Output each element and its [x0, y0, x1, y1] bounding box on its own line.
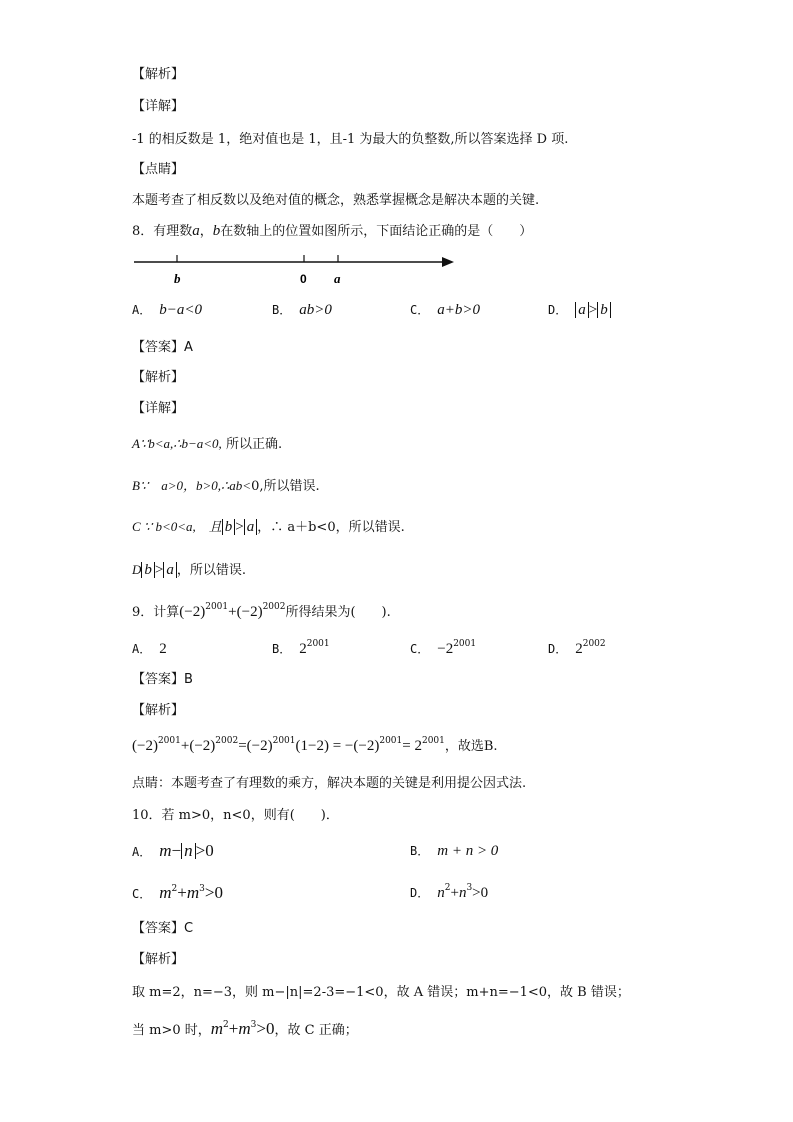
q9-option-d: [548, 639, 606, 660]
var-m-2: m: [238, 1019, 251, 1038]
q9-sol-exp4: 2001: [379, 736, 403, 746]
option-tail: >0: [204, 883, 223, 902]
q8-jiexi: 【解析】: [132, 370, 185, 385]
q8-sep: ，: [199, 224, 213, 239]
gt-sign: >: [154, 562, 164, 578]
q7-detail: -1 的相反数是 1，绝对值也是 1，且-1 为最大的负整数,所以答案选择 D 项.: [132, 132, 569, 147]
option-label: A．: [132, 303, 152, 317]
heading-xiangjie: 【详解】: [132, 99, 185, 114]
q8-line-a-text: 所以正确.: [225, 437, 283, 452]
q8-option-c: [410, 300, 480, 321]
q9-stem: [132, 603, 391, 622]
q9-solution: [132, 737, 498, 756]
option-label: C．: [410, 303, 430, 317]
q10-stem: 10．若 m>0，n<0，则有( )．: [132, 808, 339, 823]
axis-label-a: a: [334, 271, 341, 286]
exp-2: 2: [444, 883, 451, 893]
tail: >0: [256, 1019, 275, 1038]
q9-sol-part4: ，故选B.: [444, 739, 498, 754]
option-exp: 2001: [453, 639, 477, 649]
exp-2: 2: [171, 884, 178, 894]
abs-b: b: [597, 302, 611, 318]
q9-stem-text: 9．计算: [132, 605, 180, 620]
plus-sign: +: [180, 738, 190, 754]
q8-stem-text: 8．有理数: [132, 224, 193, 239]
abs-a: a: [575, 302, 589, 318]
abs-b: b: [222, 519, 236, 535]
option-label: A．: [132, 642, 152, 656]
var-n-2: n: [458, 885, 467, 901]
q9-option-a: [132, 639, 167, 660]
q9-sol-base-2: (−2): [189, 738, 216, 754]
q10-line2: [132, 1020, 358, 1040]
q9-sol-part2: (1−2) = −(−2): [295, 738, 380, 754]
q9-sol-exp3: 2001: [272, 736, 296, 746]
option-label: B．: [272, 642, 292, 656]
option-label: B．: [272, 303, 292, 317]
q8-line-b-text: 0,所以错误.: [251, 479, 320, 494]
number-line-arrow-icon: [442, 257, 454, 267]
q8-line-b: [132, 477, 320, 496]
gt-sign: >: [235, 519, 244, 535]
q8-answer: 【答案】A: [132, 340, 193, 355]
q10-line2-text: 当 m>0 时，: [132, 1023, 211, 1038]
exp-2: 2: [223, 1020, 229, 1030]
option-label: C．: [132, 887, 152, 901]
option-text: b−a<0: [159, 302, 202, 318]
option-tail: >0: [472, 885, 489, 901]
minus-sign: −: [171, 841, 182, 860]
q8-option-b: [272, 300, 332, 321]
exp-3: 3: [250, 1020, 257, 1030]
q9-sol-exp1: 2001: [157, 736, 181, 746]
q9-jiexi: 【解析】: [132, 703, 185, 718]
q10-option-b: [410, 841, 498, 862]
q9-exp2: 2002: [262, 602, 286, 612]
q9-base-2: (−2): [236, 604, 263, 620]
var-n: n: [437, 885, 445, 901]
option-text: a+b>0: [437, 302, 480, 318]
q9-sol-exp5: 2001: [421, 736, 445, 746]
q9-sol-exp2: 2002: [215, 736, 239, 746]
q10-line2-text-2: ，故 C 正确；: [274, 1023, 358, 1038]
option-label: C．: [410, 642, 430, 656]
exp-3: 3: [199, 884, 205, 894]
var-m: m: [159, 841, 172, 860]
var-m: m: [210, 1019, 224, 1038]
q8-line-c: [132, 518, 405, 537]
q8-var-a: a: [192, 223, 200, 239]
q8-stem-text-2: 在数轴上的位置如图所示，下面结论正确的是（ ）: [220, 224, 533, 239]
option-tail: >0: [195, 841, 214, 860]
abs-a: a: [163, 562, 177, 578]
gt-sign: >: [588, 302, 598, 318]
q8-option-a: [132, 300, 202, 321]
option-text: m + n > 0: [437, 843, 499, 859]
plus-sign: +: [450, 885, 459, 901]
q8-xiangjie: 【详解】: [132, 401, 185, 416]
q8-line-a-math-2: −a<0,: [188, 436, 222, 451]
option-exp: 2001: [306, 639, 330, 649]
q9-answer: 【答案】B: [132, 672, 193, 687]
option-label: D．: [548, 303, 568, 317]
q8-line-c-math: C ∵ b<0<a, 且: [132, 519, 222, 534]
q9-option-c: [410, 639, 476, 660]
axis-label-b: b: [174, 271, 181, 286]
q7-note: 本题考查了相反数以及绝对值的概念，熟悉掌握概念是解决本题的关键.: [132, 193, 540, 208]
option-text: 2: [159, 641, 167, 657]
q10-answer: 【答案】C: [132, 921, 194, 936]
q8-line-a-math: A∵b<a,∴b: [132, 436, 189, 451]
q8-line-d-label: D: [132, 562, 142, 577]
plus-sign: +: [228, 604, 237, 620]
q8-var-b: b: [212, 223, 221, 239]
q9-sol-part1: =(−2): [238, 738, 273, 754]
abs-n: n: [181, 843, 196, 859]
option-base: 2: [299, 641, 307, 657]
abs-b: b: [141, 562, 155, 578]
q10-jiexi: 【解析】: [132, 952, 185, 967]
q8-line-a: [132, 435, 282, 454]
q8-line-b-math: B∵ a>0，b>0,∴ab<: [132, 478, 252, 493]
q8-line-d-text: ，所以错误.: [176, 563, 246, 578]
option-label: D．: [410, 886, 430, 900]
q8-line-d: [132, 561, 246, 580]
option-label: D．: [548, 642, 568, 656]
q8-option-d: [548, 300, 611, 321]
q9-option-b: [272, 639, 330, 660]
option-exp: 2002: [582, 639, 606, 649]
exp-3: 3: [466, 883, 473, 893]
axis-label-0: 0: [300, 272, 307, 286]
var-m: m: [159, 883, 172, 902]
q9-sol-base: (−2): [132, 738, 158, 754]
plus-sign: +: [177, 883, 187, 902]
option-label: A．: [132, 845, 152, 859]
option-base: 2: [575, 641, 583, 657]
q8-stem: [132, 222, 532, 241]
var-m-2: m: [186, 883, 200, 902]
q10-option-d: [410, 883, 488, 904]
q9-note: 点睛：本题考查了有理数的乘方，解决本题的关键是利用提公因式法.: [132, 776, 527, 791]
q8-line-c-text: ，∴ a＋b<0，所以错误.: [257, 520, 405, 535]
q10-option-c: [132, 883, 223, 905]
q9-exp1: 2001: [205, 602, 229, 612]
option-base: −2: [437, 641, 454, 657]
q9-base: (−2): [179, 604, 206, 620]
q10-line1: 取 m=2，n=−3，则 m−|n|=2-3=−1<0，故 A 错误；m+n=−1<0，故 B 错误；: [132, 985, 630, 1000]
plus-sign: +: [228, 1019, 239, 1038]
heading-dianjing: 【点睛】: [132, 162, 185, 177]
option-text: ab>0: [299, 302, 332, 318]
q10-option-a: [132, 841, 214, 863]
q9-sol-part3: = 2: [402, 738, 422, 754]
heading-jiexi: 【解析】: [132, 67, 185, 82]
option-label: B．: [410, 844, 430, 858]
number-line: [132, 250, 462, 290]
abs-a: a: [244, 519, 258, 535]
q9-stem-text-2: 所得结果为( ).: [285, 605, 391, 620]
